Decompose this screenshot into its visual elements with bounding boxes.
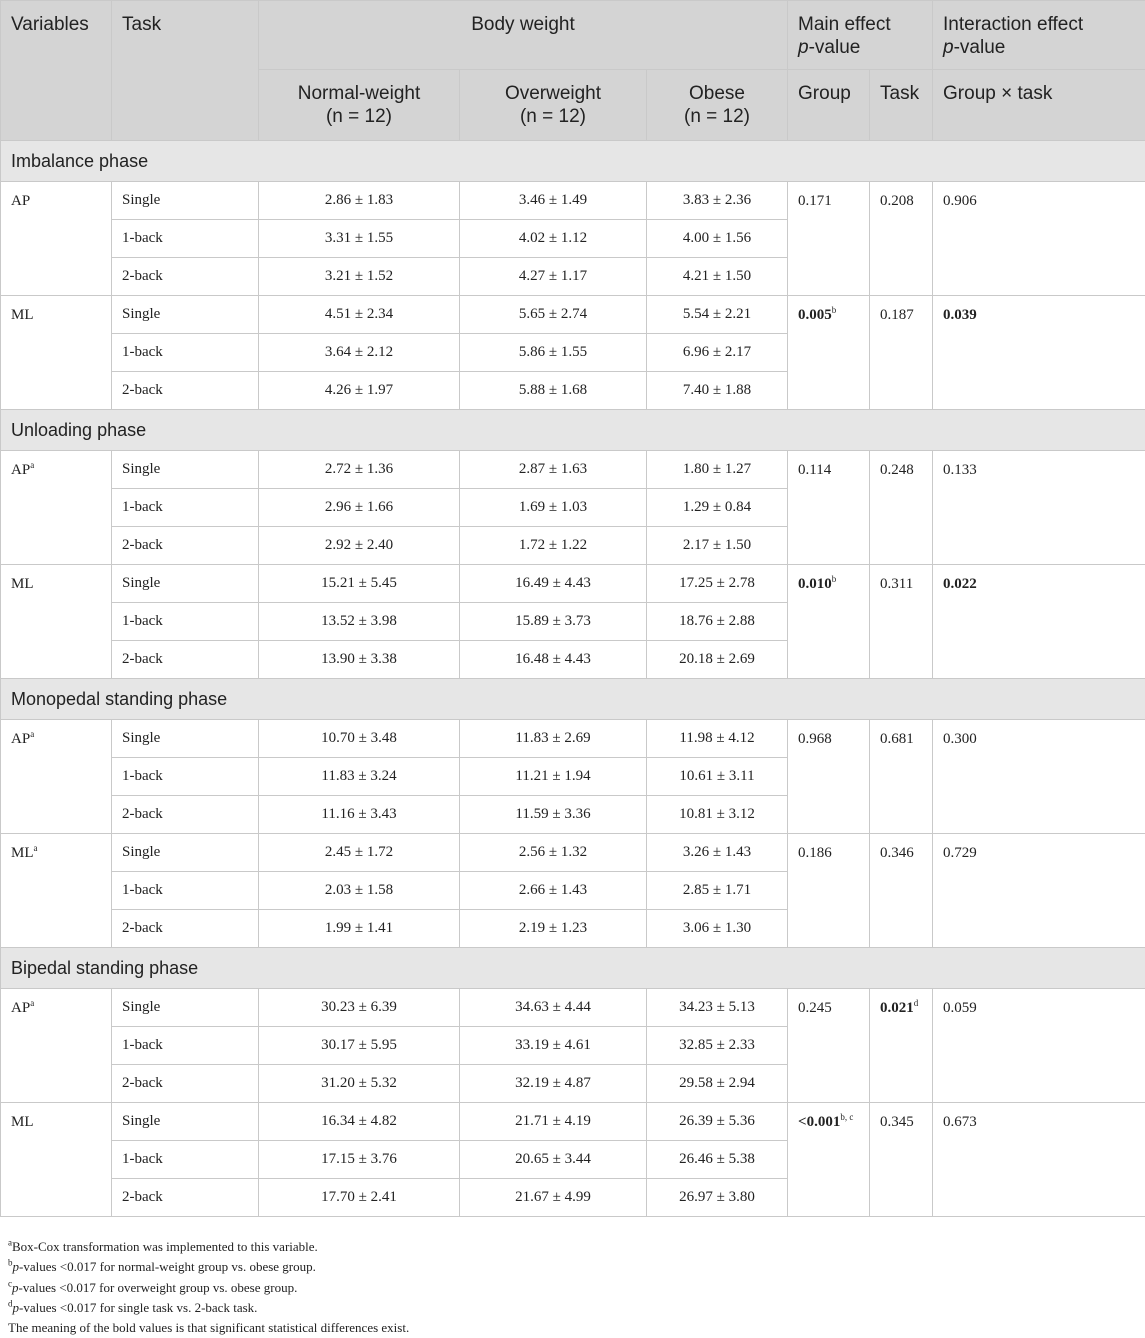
header-group-normal-weight: [259, 70, 460, 141]
variable-name: ML: [11, 307, 34, 323]
section-title: Bipedal standing phase: [1, 948, 1145, 989]
group-n: (n = 12): [519, 106, 586, 127]
footnote-marker: d: [8, 1298, 13, 1309]
value-cell: 21.67 ± 4.99: [460, 1179, 647, 1217]
p-value-footnote-marker: d: [913, 998, 919, 1008]
task-p-value: 0.021: [880, 1000, 914, 1016]
value-cell: 3.64 ± 2.12: [259, 334, 460, 372]
task-cell: Single: [112, 296, 259, 334]
footnote-italic: p: [12, 1279, 19, 1295]
table-row: [1, 989, 1145, 1027]
value-cell: 2.17 ± 1.50: [647, 527, 788, 565]
task-cell: 2-back: [112, 641, 259, 679]
main-effect-label: Main effect: [798, 14, 891, 35]
task-cell: 1-back: [112, 603, 259, 641]
interaction-p-value: 0.022: [943, 576, 977, 592]
task-p-value-cell: [870, 565, 933, 679]
value-cell: 2.96 ± 1.66: [259, 489, 460, 527]
value-cell: 2.66 ± 1.43: [460, 872, 647, 910]
interaction-p-value-cell: [933, 1103, 1145, 1217]
value-cell: 26.97 ± 3.80: [647, 1179, 788, 1217]
variable-cell: [1, 182, 112, 296]
value-cell: 2.72 ± 1.36: [259, 451, 460, 489]
group-p-value: 0.186: [798, 845, 832, 861]
variable-name: ML: [11, 845, 34, 861]
group-p-value-cell: [788, 834, 870, 948]
variable-name: AP: [11, 462, 31, 478]
section-title: Imbalance phase: [1, 141, 1145, 182]
task-p-value-cell: [870, 182, 933, 296]
value-cell: 2.87 ± 1.63: [460, 451, 647, 489]
footnote-marker: c: [8, 1278, 12, 1289]
value-cell: 1.72 ± 1.22: [460, 527, 647, 565]
task-cell: 1-back: [112, 1027, 259, 1065]
p-value-footnote-marker: b: [831, 574, 837, 584]
footnote-text: -values <0.017 for overweight group vs. obese group.: [18, 1279, 298, 1295]
task-cell: 1-back: [112, 1141, 259, 1179]
section-title: Monopedal standing phase: [1, 679, 1145, 720]
p-value-footnote-marker: b, c: [840, 1112, 854, 1122]
task-p-value: 0.187: [880, 307, 914, 323]
footnotes: [8, 1237, 1138, 1338]
table-row: [1, 182, 1145, 220]
footnote-text: -values <0.017 for single task vs. 2-back task.: [19, 1299, 258, 1315]
value-cell: 11.98 ± 4.12: [647, 720, 788, 758]
value-cell: 32.85 ± 2.33: [647, 1027, 788, 1065]
variable-name: ML: [11, 1114, 34, 1130]
group-n: (n = 12): [684, 106, 751, 127]
p-value-footnote-marker: b: [831, 305, 837, 315]
group-p-value-cell: [788, 989, 870, 1103]
group-p-value: 0.171: [798, 193, 832, 209]
table-header: [1, 1, 1145, 141]
task-cell: 1-back: [112, 489, 259, 527]
section-row: [1, 410, 1145, 451]
group-name: Normal-weight: [297, 83, 421, 104]
group-p-value-cell: [788, 565, 870, 679]
variable-cell: [1, 565, 112, 679]
group-name: Overweight: [504, 83, 602, 104]
value-cell: 26.39 ± 5.36: [647, 1103, 788, 1141]
footnote-text: Box-Cox transformation was implemented to this variable.: [12, 1239, 318, 1254]
group-n: (n = 12): [325, 106, 392, 127]
variable-name: AP: [11, 731, 31, 747]
value-cell: 2.85 ± 1.71: [647, 872, 788, 910]
variable-cell: [1, 296, 112, 410]
variable-cell: [1, 451, 112, 565]
interaction-effect-label: Interaction effect: [943, 14, 1084, 35]
value-cell: 11.16 ± 3.43: [259, 796, 460, 834]
variable-footnote-marker: a: [30, 729, 35, 739]
value-cell: 3.26 ± 1.43: [647, 834, 788, 872]
task-cell: 2-back: [112, 1065, 259, 1103]
task-cell: Single: [112, 834, 259, 872]
value-cell: 2.03 ± 1.58: [259, 872, 460, 910]
group-p-value: 0.968: [798, 731, 832, 747]
value-cell: 34.23 ± 5.13: [647, 989, 788, 1027]
value-cell: 4.51 ± 2.34: [259, 296, 460, 334]
footnote-line: [8, 1278, 1138, 1298]
task-cell: 2-back: [112, 258, 259, 296]
value-cell: 1.29 ± 0.84: [647, 489, 788, 527]
value-cell: 26.46 ± 5.38: [647, 1141, 788, 1179]
variable-cell: [1, 834, 112, 948]
task-p-value-cell: [870, 720, 933, 834]
value-cell: 17.15 ± 3.76: [259, 1141, 460, 1179]
value-cell: 10.70 ± 3.48: [259, 720, 460, 758]
value-cell: 1.99 ± 1.41: [259, 910, 460, 948]
value-cell: 17.70 ± 2.41: [259, 1179, 460, 1217]
group-p-value-cell: [788, 720, 870, 834]
value-cell: 10.81 ± 3.12: [647, 796, 788, 834]
value-cell: 13.52 ± 3.98: [259, 603, 460, 641]
value-cell: 2.19 ± 1.23: [460, 910, 647, 948]
interaction-p-value-cell: [933, 565, 1145, 679]
table-row: [1, 565, 1145, 603]
variable-footnote-marker: a: [33, 843, 38, 853]
interaction-p-value: 0.059: [943, 1000, 977, 1016]
value-cell: 11.83 ± 2.69: [460, 720, 647, 758]
task-cell: Single: [112, 565, 259, 603]
task-p-value-cell: [870, 834, 933, 948]
table-row: [1, 834, 1145, 872]
value-cell: 11.83 ± 3.24: [259, 758, 460, 796]
value-cell: 3.21 ± 1.52: [259, 258, 460, 296]
table-row: [1, 1103, 1145, 1141]
group-p-value-cell: [788, 182, 870, 296]
value-cell: 21.71 ± 4.19: [460, 1103, 647, 1141]
interaction-p-value-cell: [933, 451, 1145, 565]
value-cell: 10.61 ± 3.11: [647, 758, 788, 796]
interaction-p-value: 0.729: [943, 845, 977, 861]
task-cell: 2-back: [112, 1179, 259, 1217]
task-p-value: 0.311: [880, 576, 914, 592]
interaction-p-value-cell: [933, 296, 1145, 410]
value-cell: 30.23 ± 6.39: [259, 989, 460, 1027]
table-row: [1, 451, 1145, 489]
table-row: [1, 296, 1145, 334]
task-p-value: 0.681: [880, 731, 914, 747]
footnote-line: [8, 1237, 1138, 1257]
value-cell: 15.21 ± 5.45: [259, 565, 460, 603]
variable-name: AP: [11, 193, 31, 209]
value-cell: 6.96 ± 2.17: [647, 334, 788, 372]
value-cell: 5.86 ± 1.55: [460, 334, 647, 372]
interaction-effect-p-suffix: -value: [953, 37, 1006, 58]
variable-name: AP: [11, 1000, 31, 1016]
variable-cell: [1, 1103, 112, 1217]
value-cell: 5.88 ± 1.68: [460, 372, 647, 410]
value-cell: 11.21 ± 1.94: [460, 758, 647, 796]
value-cell: 4.27 ± 1.17: [460, 258, 647, 296]
task-cell: Single: [112, 1103, 259, 1141]
table-row: [1, 720, 1145, 758]
section-row: [1, 141, 1145, 182]
header-main-effect: [788, 1, 933, 70]
task-cell: 1-back: [112, 334, 259, 372]
footnote-line: [8, 1298, 1138, 1318]
value-cell: 16.49 ± 4.43: [460, 565, 647, 603]
footnote-line: [8, 1318, 1138, 1338]
value-cell: 33.19 ± 4.61: [460, 1027, 647, 1065]
value-cell: 30.17 ± 5.95: [259, 1027, 460, 1065]
table-body: [1, 141, 1145, 1217]
task-cell: 1-back: [112, 872, 259, 910]
section-title: Unloading phase: [1, 410, 1145, 451]
task-cell: Single: [112, 989, 259, 1027]
value-cell: 3.31 ± 1.55: [259, 220, 460, 258]
task-p-value-cell: [870, 451, 933, 565]
value-cell: 2.56 ± 1.32: [460, 834, 647, 872]
footnote-text: -values <0.017 for normal-weight group vs. obese group.: [19, 1259, 316, 1275]
header-group: Group: [788, 70, 870, 141]
group-name: Obese: [689, 83, 745, 104]
interaction-p-value: 0.300: [943, 731, 977, 747]
footnote-italic: p: [12, 1259, 19, 1275]
group-p-value-cell: [788, 296, 870, 410]
task-p-value: 0.248: [880, 462, 914, 478]
task-cell: 2-back: [112, 527, 259, 565]
value-cell: 31.20 ± 5.32: [259, 1065, 460, 1103]
interaction-effect-p: p: [943, 37, 954, 58]
section-row: [1, 948, 1145, 989]
footnote-line: [8, 1257, 1138, 1277]
task-cell: Single: [112, 182, 259, 220]
footnote-marker: a: [8, 1237, 12, 1248]
value-cell: 7.40 ± 1.88: [647, 372, 788, 410]
header-task: Task: [112, 1, 259, 141]
interaction-p-value: 0.673: [943, 1114, 977, 1130]
section-row: [1, 679, 1145, 720]
variable-cell: [1, 989, 112, 1103]
interaction-p-value: 0.133: [943, 462, 977, 478]
task-cell: Single: [112, 451, 259, 489]
value-cell: 2.45 ± 1.72: [259, 834, 460, 872]
variable-cell: [1, 720, 112, 834]
value-cell: 20.65 ± 3.44: [460, 1141, 647, 1179]
footnote-text: The meaning of the bold values is that significant statistical differences exist.: [8, 1320, 410, 1336]
main-effect-p: p: [798, 37, 809, 58]
group-p-value-cell: [788, 1103, 870, 1217]
task-p-value-cell: [870, 989, 933, 1103]
task-p-value: 0.208: [880, 193, 914, 209]
header-group-overweight: [460, 70, 647, 141]
header-group-x-task: Group × task: [933, 70, 1145, 141]
group-p-value: 0.010: [798, 576, 832, 592]
interaction-p-value-cell: [933, 720, 1145, 834]
value-cell: 4.26 ± 1.97: [259, 372, 460, 410]
value-cell: 3.06 ± 1.30: [647, 910, 788, 948]
value-cell: 18.76 ± 2.88: [647, 603, 788, 641]
interaction-p-value-cell: [933, 834, 1145, 948]
group-p-value: <0.001: [798, 1114, 841, 1130]
footnote-marker: b: [8, 1257, 13, 1268]
interaction-p-value: 0.039: [943, 307, 977, 323]
task-cell: 2-back: [112, 910, 259, 948]
task-p-value-cell: [870, 296, 933, 410]
value-cell: 4.02 ± 1.12: [460, 220, 647, 258]
group-p-value: 0.114: [798, 462, 832, 478]
task-p-value: 0.345: [880, 1114, 914, 1130]
group-p-value: 0.245: [798, 1000, 832, 1016]
value-cell: 2.92 ± 2.40: [259, 527, 460, 565]
group-p-value-cell: [788, 451, 870, 565]
header-task-effect: Task: [870, 70, 933, 141]
value-cell: 1.80 ± 1.27: [647, 451, 788, 489]
variable-name: ML: [11, 576, 34, 592]
value-cell: 20.18 ± 2.69: [647, 641, 788, 679]
header-group-obese: [647, 70, 788, 141]
value-cell: 5.65 ± 2.74: [460, 296, 647, 334]
value-cell: 29.58 ± 2.94: [647, 1065, 788, 1103]
value-cell: 34.63 ± 4.44: [460, 989, 647, 1027]
footnote-italic: p: [12, 1299, 19, 1315]
task-cell: 1-back: [112, 758, 259, 796]
interaction-p-value-cell: [933, 989, 1145, 1103]
header-body-weight: Body weight: [259, 1, 788, 70]
task-cell: 2-back: [112, 372, 259, 410]
value-cell: 32.19 ± 4.87: [460, 1065, 647, 1103]
value-cell: 2.86 ± 1.83: [259, 182, 460, 220]
value-cell: 16.48 ± 4.43: [460, 641, 647, 679]
value-cell: 1.69 ± 1.03: [460, 489, 647, 527]
main-effect-p-suffix: -value: [808, 37, 861, 58]
value-cell: 4.21 ± 1.50: [647, 258, 788, 296]
value-cell: 4.00 ± 1.56: [647, 220, 788, 258]
value-cell: 15.89 ± 3.73: [460, 603, 647, 641]
value-cell: 17.25 ± 2.78: [647, 565, 788, 603]
value-cell: 16.34 ± 4.82: [259, 1103, 460, 1141]
value-cell: 13.90 ± 3.38: [259, 641, 460, 679]
value-cell: 5.54 ± 2.21: [647, 296, 788, 334]
variable-footnote-marker: a: [30, 460, 35, 470]
value-cell: 3.83 ± 2.36: [647, 182, 788, 220]
value-cell: 3.46 ± 1.49: [460, 182, 647, 220]
variable-footnote-marker: a: [30, 998, 35, 1008]
group-p-value: 0.005: [798, 307, 832, 323]
task-cell: 1-back: [112, 220, 259, 258]
task-p-value: 0.346: [880, 845, 914, 861]
task-cell: 2-back: [112, 796, 259, 834]
header-variables: Variables: [1, 1, 112, 141]
interaction-p-value: 0.906: [943, 193, 977, 209]
task-p-value-cell: [870, 1103, 933, 1217]
value-cell: 11.59 ± 3.36: [460, 796, 647, 834]
task-cell: Single: [112, 720, 259, 758]
header-interaction-effect: [933, 1, 1145, 70]
interaction-p-value-cell: [933, 182, 1145, 296]
